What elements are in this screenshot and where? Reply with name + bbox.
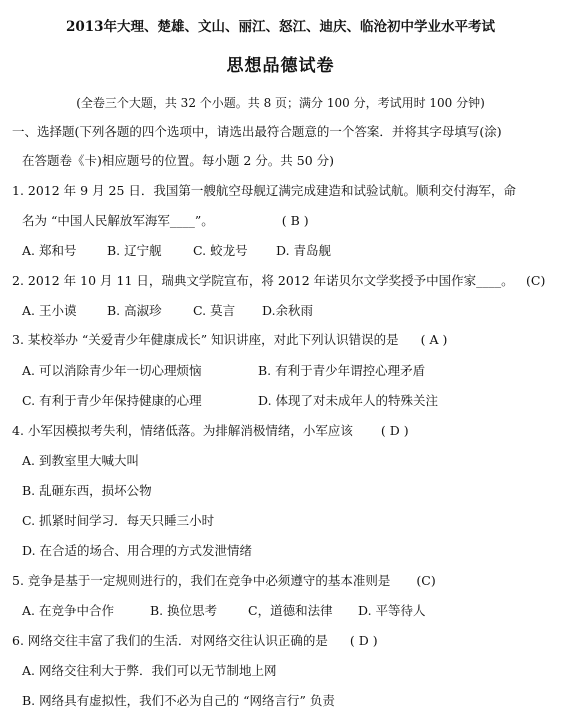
question-5-option-b: B. 换位思考 bbox=[150, 603, 218, 618]
question-4-answer: ( D ) bbox=[380, 423, 409, 438]
exam-title: 2013年大理、楚雄、文山、丽江、怒江、迪庆、临沧初中学业水平考试 bbox=[65, 19, 496, 35]
question-1-stem-cont bbox=[22, 212, 309, 230]
question-2-stem: 2. 2012 年 10 月 11 日，瑞典文学院宣布，将 2012 年诺贝尔文学奖授予中国作家____。 bbox=[12, 273, 514, 288]
question-4-stem bbox=[12, 422, 409, 440]
question-3-stem-text: 3. 某校举办 “关爱青少年健康成长” 知识讲座，对此下列认识错误的是 bbox=[12, 332, 399, 347]
question-4-option-c: C. 抓紧时间学习．每天只睡三小时 bbox=[22, 513, 215, 528]
question-4-option-b: B. 乱砸东西，损坏公物 bbox=[22, 483, 152, 498]
question-3-stem bbox=[12, 331, 447, 349]
section-instruction-line2: 在答题卷《卡)相应题号的位置。每小题 2 分。共 50 分) bbox=[22, 153, 335, 168]
question-5-stem-text: 5. 竞争是基于一定规则进行的，我们在竞争中必须遵守的基本准则是 bbox=[12, 573, 391, 588]
question-3-option-a: A. 可以消除青少年一切心理烦恼 bbox=[22, 363, 202, 378]
question-2-option-a: A. 王小谟 bbox=[22, 303, 77, 318]
question-6-option-a: A. 网络交往利大于弊．我们可以无节制地上网 bbox=[22, 663, 277, 678]
question-3-option-d: D. 体现了对未成年人的特殊关注 bbox=[258, 393, 439, 408]
question-3-answer: ( A ) bbox=[420, 332, 448, 347]
question-6-option-b: B. 网络具有虚拟性，我们不必为自己的 “网络言行” 负责 bbox=[22, 693, 335, 708]
question-1-option-b: B. 辽宁舰 bbox=[107, 243, 162, 258]
question-2-option-b: B. 高淑珍 bbox=[107, 303, 162, 318]
question-6-stem bbox=[12, 632, 378, 650]
question-1-stem: 1. 2012 年 9 月 25 日．我国第一艘航空母舰辽满完成建造和试验试航。顺利交付海军，命 bbox=[12, 183, 516, 198]
exam-note: (全卷三个大题，共 32 个小题。共 8 页；满分 100 分，考试用时 100 分钟) bbox=[76, 96, 485, 110]
question-5-option-a: A. 在竞争中合作 bbox=[22, 603, 114, 618]
question-2-option-d: D.余秋雨 bbox=[262, 303, 314, 318]
question-3-option-b: B. 有利于青少年谓控心理矛盾 bbox=[258, 363, 426, 378]
question-5-option-c: C，道德和法律 bbox=[248, 603, 333, 618]
subject-title: 思想品德试卷 bbox=[226, 56, 335, 76]
question-6-stem-text: 6. 网络交往丰富了我们的生活．对网络交往认识正确的是 bbox=[12, 633, 328, 648]
question-1-stem2: 名为 “中国人民解放军海军____”。 bbox=[22, 213, 214, 228]
question-3-option-c: C. 有利于青少年保持健康的心理 bbox=[22, 393, 202, 408]
question-2-option-c: C. 莫言 bbox=[193, 303, 236, 318]
question-1-option-c: C. 蛟龙号 bbox=[193, 243, 248, 258]
question-4-option-d: D. 在合适的场合、用合理的方式发泄情绪 bbox=[22, 543, 253, 558]
question-1-option-a: A. 郑和号 bbox=[22, 243, 77, 258]
question-5-stem bbox=[12, 572, 436, 590]
question-4-option-a: A. 到教室里大喊大叫 bbox=[22, 453, 139, 468]
question-1-answer: ( B ) bbox=[281, 213, 309, 228]
question-5-answer: (C) bbox=[416, 573, 436, 588]
question-2-answer: (C) bbox=[526, 273, 546, 288]
question-5-option-d: D. 平等待人 bbox=[358, 603, 426, 618]
question-6-answer: ( D ) bbox=[349, 633, 378, 648]
question-4-stem-text: 4. 小军因模拟考失利，情绪低落。为排解消极情绪，小军应该 bbox=[12, 423, 353, 438]
question-1-option-d: D. 青岛舰 bbox=[276, 243, 332, 258]
section-instruction-line1: 一、选择题(下列各题的四个选项中，请选出最符合题意的一个答案．并将其字母填写(涂) bbox=[12, 124, 502, 139]
